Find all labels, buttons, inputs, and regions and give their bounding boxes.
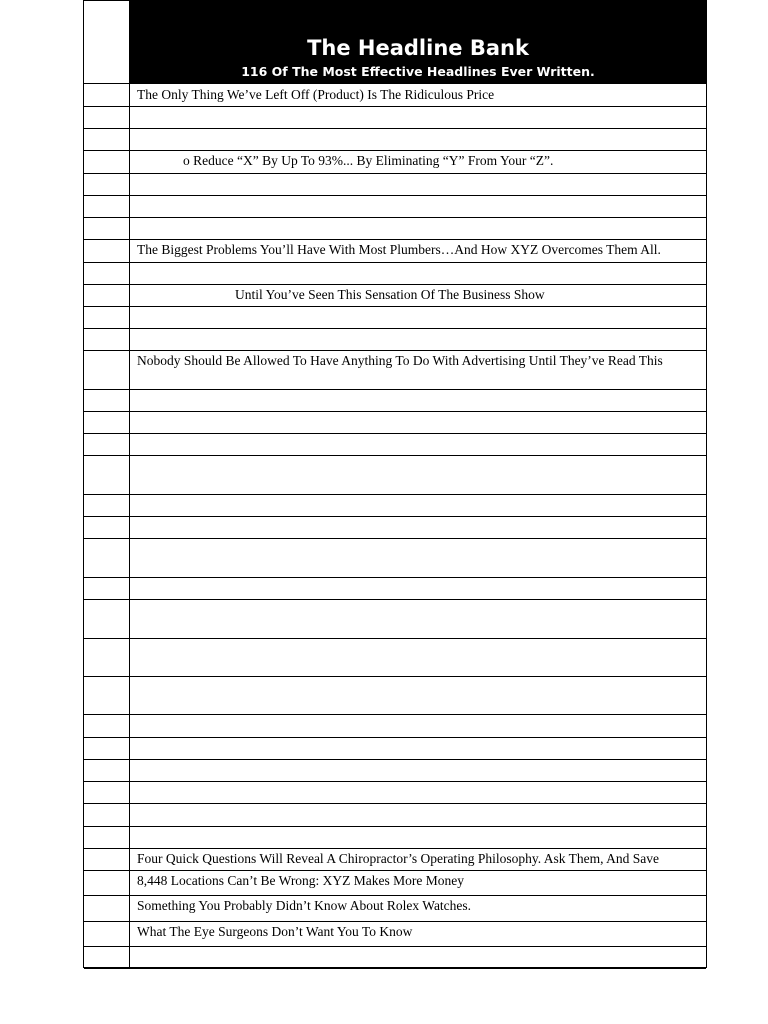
row-number-cell (84, 150, 130, 173)
headline-cell (130, 714, 706, 737)
row-number-cell (84, 306, 130, 328)
headline-cell (130, 350, 706, 389)
headline-cell (130, 84, 706, 106)
row-number-cell (84, 946, 130, 968)
table-row (84, 195, 706, 218)
headline-cell (130, 306, 706, 328)
row-number-cell (84, 411, 130, 433)
row-number-cell (84, 239, 130, 262)
row-number-cell (84, 106, 130, 128)
row-number-cell (84, 494, 130, 516)
headline-cell (130, 128, 706, 150)
row-number-cell (84, 759, 130, 781)
headline-cell (130, 921, 706, 946)
headline-cell (130, 870, 706, 895)
headline-cell (130, 826, 706, 848)
table-row (84, 676, 706, 715)
row-number-cell (84, 195, 130, 217)
row-number-cell (84, 433, 130, 455)
table-row (84, 84, 706, 107)
row-number-cell (84, 638, 130, 676)
table-row (84, 494, 706, 517)
row-number-cell (84, 848, 130, 870)
page-subtitle: 116 Of The Most Effective Headlines Ever Written. (241, 64, 595, 79)
headline-cell (130, 803, 706, 826)
headline-cell (130, 433, 706, 455)
table-row (84, 350, 706, 390)
headline-cell (130, 577, 706, 599)
headline-cell (130, 638, 706, 676)
table-row (84, 895, 706, 922)
headline-cell (130, 328, 706, 350)
row-number-cell (84, 781, 130, 803)
row-number-cell (84, 284, 130, 306)
headline-text: Something You Probably Didn’t Know About Rolex Watches. (137, 898, 472, 913)
table-row (84, 638, 706, 677)
headline-text: Nobody Should Be Allowed To Have Anything To Do With Advertising Until They’ve Read This (137, 353, 663, 368)
headline-cell (130, 848, 706, 870)
table-row (84, 921, 706, 947)
headline-cell (130, 239, 706, 262)
row-number-cell (84, 455, 130, 494)
headline-text: o Reduce “X” By Up To 93%... By Eliminating “Y” From Your “Z”. (183, 153, 554, 168)
row-number-cell (84, 895, 130, 921)
row-number-cell (84, 803, 130, 826)
headline-table (83, 0, 707, 968)
row-number-cell (84, 538, 130, 577)
headline-cell (130, 173, 706, 195)
headline-text: What The Eye Surgeons Don’t Want You To Know (137, 924, 413, 939)
row-number-cell (84, 350, 130, 389)
page-title: The Headline Bank (307, 36, 529, 60)
table-row (84, 328, 706, 351)
headline-text: Until You’ve Seen This Sensation Of The Business Show (235, 287, 545, 302)
headline-cell (130, 455, 706, 494)
headline-cell (130, 262, 706, 284)
row-number-cell (84, 217, 130, 239)
table-row (84, 826, 706, 849)
table-row (84, 433, 706, 456)
table-row (84, 262, 706, 285)
table-row (84, 239, 706, 263)
table-row (84, 106, 706, 129)
table-row (84, 284, 706, 307)
headline-cell (130, 106, 706, 128)
table-row (84, 389, 706, 412)
row-number-cell (84, 870, 130, 895)
headline-cell (130, 538, 706, 577)
headline-cell (130, 759, 706, 781)
row-number-cell (84, 389, 130, 411)
headline-cell (130, 284, 706, 306)
row-number-cell (84, 714, 130, 737)
table-row (84, 306, 706, 329)
table-row (84, 128, 706, 151)
headline-text: The Biggest Problems You’ll Have With Most Plumbers…And How XYZ Overcomes Them All. (137, 242, 661, 257)
row-number-cell (84, 921, 130, 946)
table-row (84, 737, 706, 760)
table-row (84, 455, 706, 495)
headline-cell (130, 411, 706, 433)
headline-cell (130, 599, 706, 638)
headline-cell (130, 389, 706, 411)
headline-cell (130, 217, 706, 239)
header-number-cell (84, 1, 130, 83)
headline-cell (130, 676, 706, 714)
table-row (84, 714, 706, 738)
table-row (84, 217, 706, 240)
row-number-cell (84, 676, 130, 714)
table-row (84, 150, 706, 174)
table-row (84, 946, 706, 969)
table-row (84, 759, 706, 782)
table-row (84, 411, 706, 434)
table-row (84, 781, 706, 804)
row-number-cell (84, 516, 130, 538)
table-row (84, 803, 706, 827)
headline-cell (130, 494, 706, 516)
headline-cell (130, 946, 706, 968)
headline-cell (130, 895, 706, 921)
headline-cell (130, 737, 706, 759)
header-title-cell (130, 1, 706, 83)
table-row (84, 577, 706, 600)
headline-text: Four Quick Questions Will Reveal A Chiropractor’s Operating Philosophy. Ask Them, And Save (137, 851, 660, 866)
table-row (84, 870, 706, 896)
headline-text: The Only Thing We’ve Left Off (Product) Is The Ridiculous Price (137, 87, 495, 102)
table-row (84, 173, 706, 196)
headline-cell (130, 195, 706, 217)
row-number-cell (84, 577, 130, 599)
row-number-cell (84, 826, 130, 848)
row-number-cell (84, 599, 130, 638)
headline-cell (130, 516, 706, 538)
row-number-cell (84, 84, 130, 106)
table-row (84, 516, 706, 539)
table-row (84, 848, 706, 871)
row-number-cell (84, 328, 130, 350)
row-number-cell (84, 737, 130, 759)
headline-cell (130, 150, 706, 173)
row-number-cell (84, 173, 130, 195)
headline-cell (130, 781, 706, 803)
table-header (84, 1, 706, 84)
headline-text: 8,448 Locations Can’t Be Wrong: XYZ Makes More Money (137, 873, 465, 888)
row-number-cell (84, 262, 130, 284)
row-number-cell (84, 128, 130, 150)
table-row (84, 538, 706, 578)
table-row (84, 599, 706, 639)
